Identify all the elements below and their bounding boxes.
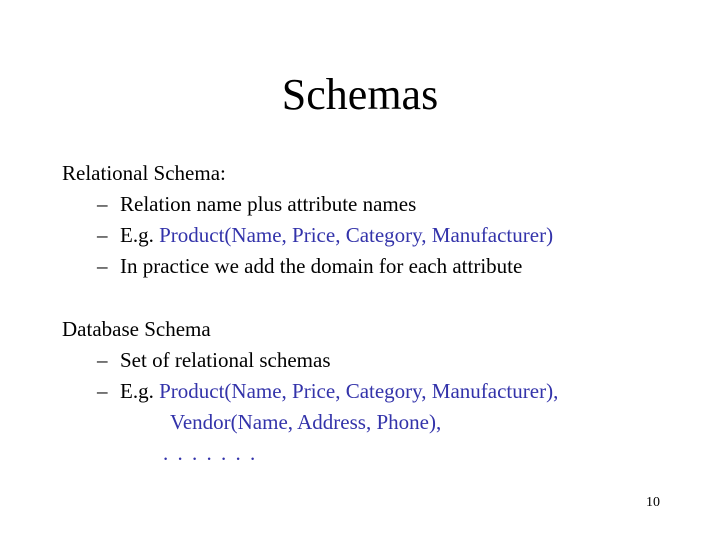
bullet-text: E.g.	[120, 379, 160, 403]
bullet-text: In practice we add the domain for each attribute	[120, 254, 523, 278]
bullet-item	[62, 189, 553, 220]
section-heading: Database Schema	[62, 317, 211, 341]
slide-title: Schemas	[281, 70, 439, 119]
bullet-dash: –	[97, 223, 108, 247]
bullet-dash: –	[97, 379, 108, 403]
bullet-dash: –	[97, 192, 108, 216]
bullet-dash: –	[97, 254, 108, 278]
example-continuation: Vendor(Name, Address, Phone),	[170, 410, 442, 434]
bullet-dash: –	[97, 348, 108, 372]
section-heading: Relational Schema:	[62, 161, 226, 185]
ellipsis: . . . . . . .	[163, 441, 258, 465]
bullet-item	[62, 376, 558, 407]
bullet-item	[62, 345, 558, 376]
bullet-item	[62, 220, 553, 251]
bullet-text: E.g.	[120, 223, 160, 247]
database-schema-section	[62, 314, 558, 469]
bullet-item	[62, 251, 553, 282]
relational-schema-section	[62, 158, 553, 282]
page-number: 10	[646, 495, 660, 510]
bullet-text: Relation name plus attribute names	[120, 192, 417, 216]
example-text: Product(Name, Price, Category, Manufacturer),	[159, 379, 559, 403]
example-text: Product(Name, Price, Category, Manufacturer)	[159, 223, 554, 247]
bullet-text: Set of relational schemas	[120, 348, 331, 372]
